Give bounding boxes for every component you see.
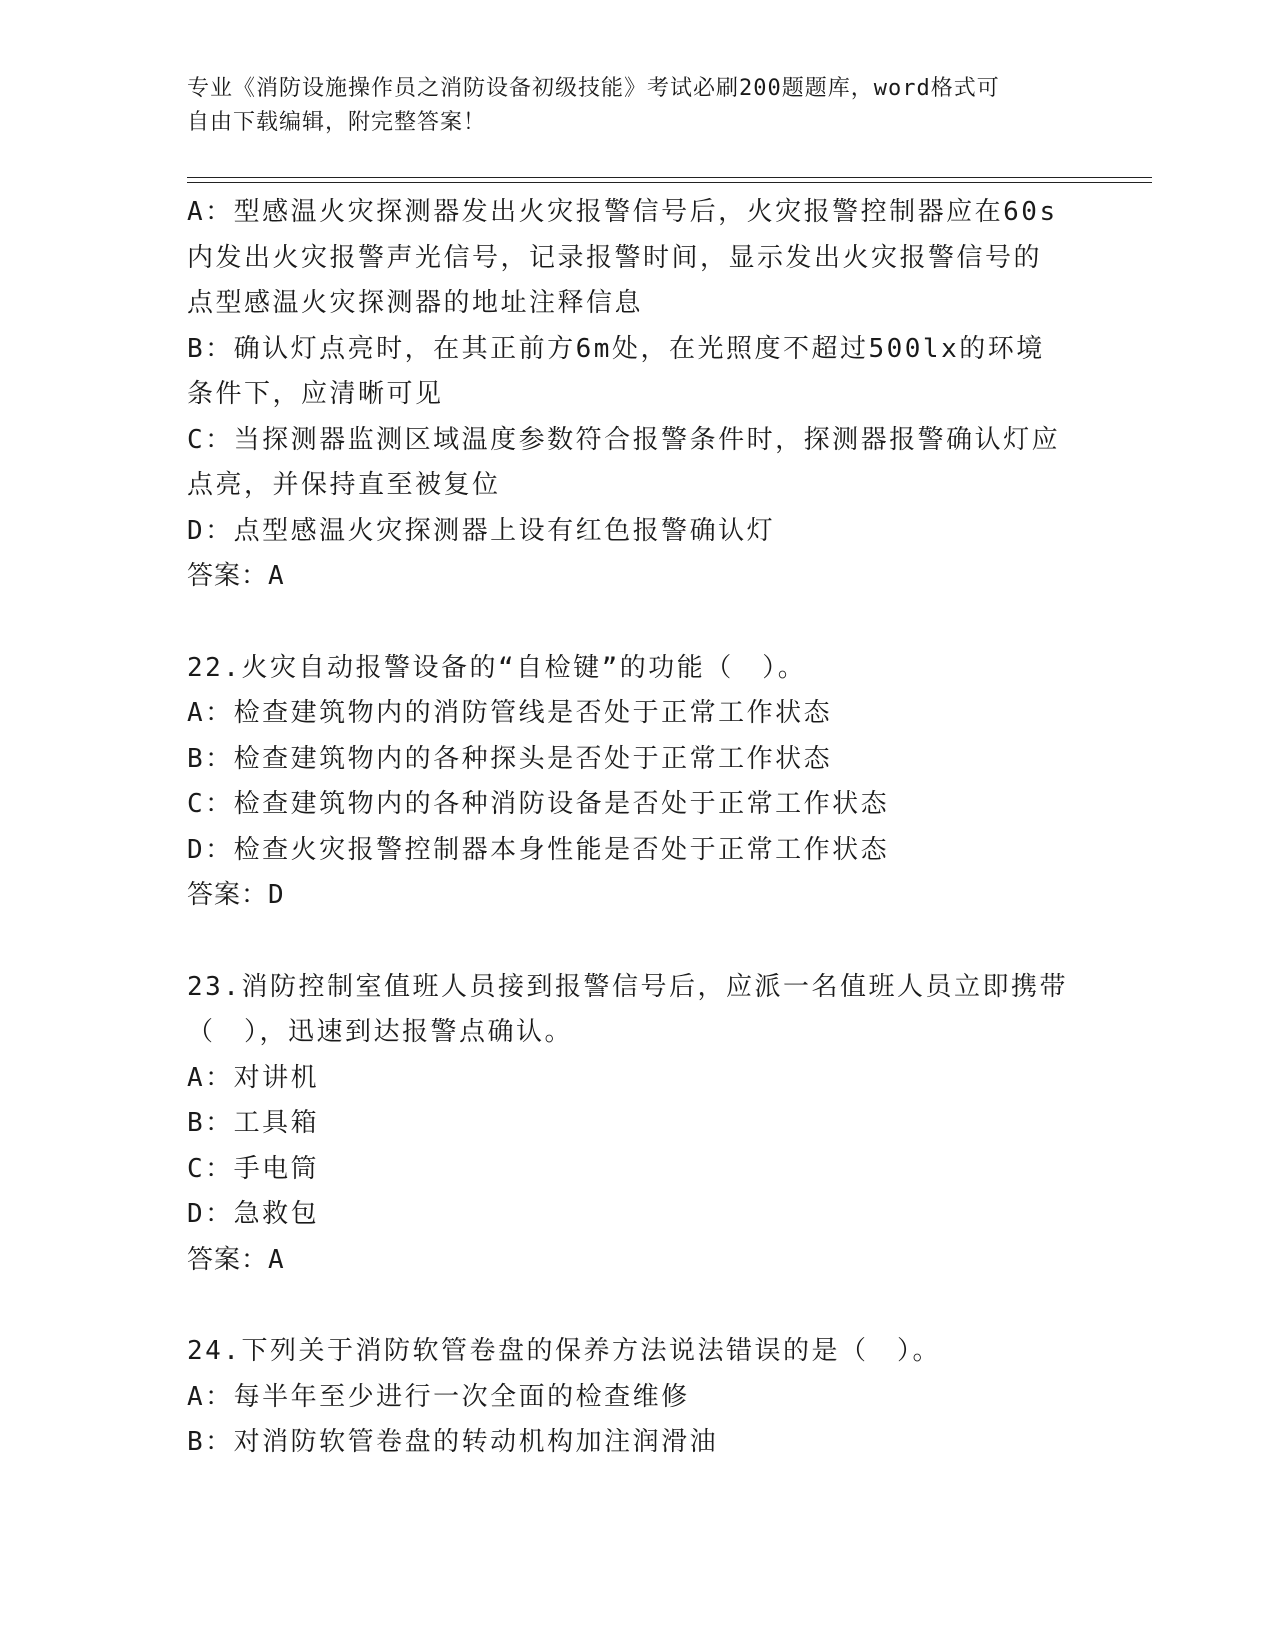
q23-option-a: A：对讲机 — [187, 1062, 320, 1093]
q22-option-b: B：检查建筑物内的各种探头是否处于正常工作状态 — [187, 743, 833, 774]
spacer — [187, 1283, 1087, 1329]
question-21 — [187, 190, 1087, 600]
q23-option-d: D：急救包 — [187, 1199, 320, 1229]
spacer — [187, 600, 1087, 646]
q24-question: 24.下列关于消防软管卷盘的保养方法说法错误的是（ ）。 — [187, 1336, 941, 1366]
q21-option-a-line-3: 点型感温火灾探测器的地址注释信息 — [187, 288, 644, 318]
header-rule-bottom — [187, 182, 1152, 183]
question-23 — [187, 965, 1087, 1284]
page-header — [187, 72, 1087, 140]
q21-option-a-line-2: 内发出火灾报警声光信号，记录报警时间，显示发出火灾报警信号的 — [187, 242, 1043, 273]
q23-option-b: B：工具箱 — [187, 1108, 320, 1138]
q23-option-c: C：手电筒 — [187, 1153, 320, 1184]
q24-option-b: B：对消防软管卷盘的转动机构加注润滑油 — [187, 1427, 719, 1457]
q21-option-c-line-2: 点亮，并保持直至被复位 — [187, 470, 501, 500]
q23-question-line-1: 23.消防控制室值班人员接到报警信号后，应派一名值班人员立即携带 — [187, 971, 1068, 1002]
q23-question-line-2: （ ），迅速到达报警点确认。 — [187, 1017, 574, 1047]
q22-option-c: C：检查建筑物内的各种消防设备是否处于正常工作状态 — [187, 789, 890, 819]
q21-option-b-line-1: B：确认灯点亮时，在其正前方6m处，在光照度不超过500lx的环境 — [187, 333, 1045, 364]
q24-option-a: A：每半年至少进行一次全面的检查维修 — [187, 1381, 690, 1412]
header-rule-top — [187, 177, 1152, 178]
q22-answer: 答案：D — [187, 880, 285, 910]
q21-option-c-line-1: C：当探测器监测区域温度参数符合报警条件时，探测器报警确认灯应 — [187, 424, 1061, 455]
header-line-1: 专业《消防设施操作员之消防设备初级技能》考试必刷200题题库，word格式可 — [187, 76, 1000, 101]
q21-option-a-line-1: A：型感温火灾探测器发出火灾报警信号后，火灾报警控制器应在60s — [187, 197, 1058, 227]
q21-option-b-line-2: 条件下，应清晰可见 — [187, 379, 444, 409]
q22-question: 22.火灾自动报警设备的“自检键”的功能（ ）。 — [187, 652, 807, 683]
question-24 — [187, 1329, 1087, 1466]
q22-option-a: A：检查建筑物内的消防管线是否处于正常工作状态 — [187, 698, 833, 728]
header-line-2: 自由下载编辑，附完整答案！ — [187, 110, 487, 135]
spacer — [187, 919, 1087, 965]
question-22 — [187, 646, 1087, 919]
q21-option-d: D：点型感温火灾探测器上设有红色报警确认灯 — [187, 515, 776, 546]
q23-answer: 答案：A — [187, 1244, 285, 1275]
q21-answer: 答案：A — [187, 561, 285, 591]
question-body — [187, 190, 1087, 1466]
q22-option-d: D：检查火灾报警控制器本身性能是否处于正常工作状态 — [187, 834, 890, 865]
